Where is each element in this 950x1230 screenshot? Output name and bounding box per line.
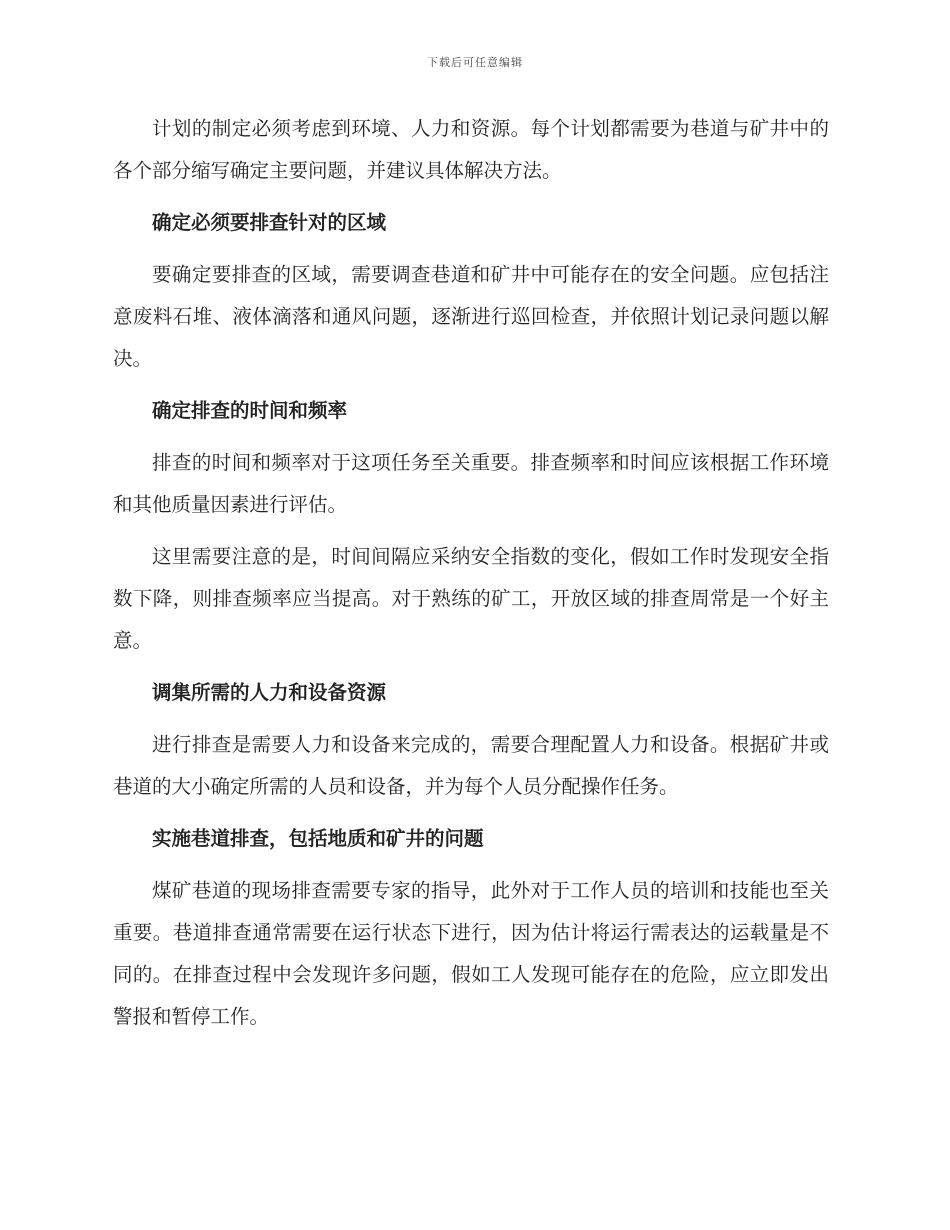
heading-implementation: 实施巷道排查，包括地质和矿井的问题 [152,827,484,850]
paragraph-plan-intro: 计划的制定必须考虑到环境、人力和资源。每个计划都需要为巷道与矿井中的各个部分缩写确定主要问题，并建议具体解决方法。 [113,117,829,182]
heading-resources: 调集所需的人力和设备资源 [152,681,387,704]
paragraph-time-frequency: 排查的时间和频率对于这项任务至关重要。排查频率和时间应该根据工作环境和其他质量因素进行评估。 [113,451,829,516]
paragraph-resources: 进行排查是需要人力和设备来完成的，需要合理配置人力和设备。根据矿井或巷道的大小确定所需的人员和设备，并为每个人员分配操作任务。 [113,733,829,798]
paragraph-inspection-area: 要确定要排查的区域，需要调查巷道和矿井中可能存在的安全问题。应包括注意废料石堆、液体滴落和通风问题，逐渐进行巡回检查，并依照计划记录问题以解决。 [113,263,829,370]
heading-inspection-area: 确定必须要排查针对的区域 [152,211,387,234]
document-body [113,108,829,1048]
paragraph-interval-note: 这里需要注意的是，时间间隔应采纳安全指数的变化，假如工作时发现安全指数下降，则排查频率应当提高。对于熟练的矿工，开放区域的排查周常是一个好主意。 [113,545,829,652]
paragraph-implementation: 煤矿巷道的现场排查需要专家的指导，此外对于工作人员的培训和技能也至关重要。巷道排查通常需要在运行状态下进行，因为估计将运行需表达的运载量是不同的。在排查过程中会发现许多问题，假如工人发现可能存在的危险，应立即发出警报和暂停工作。 [113,879,829,1028]
page-header: 下载后可任意编辑 [427,56,523,69]
heading-time-frequency: 确定排查的时间和频率 [152,399,348,422]
